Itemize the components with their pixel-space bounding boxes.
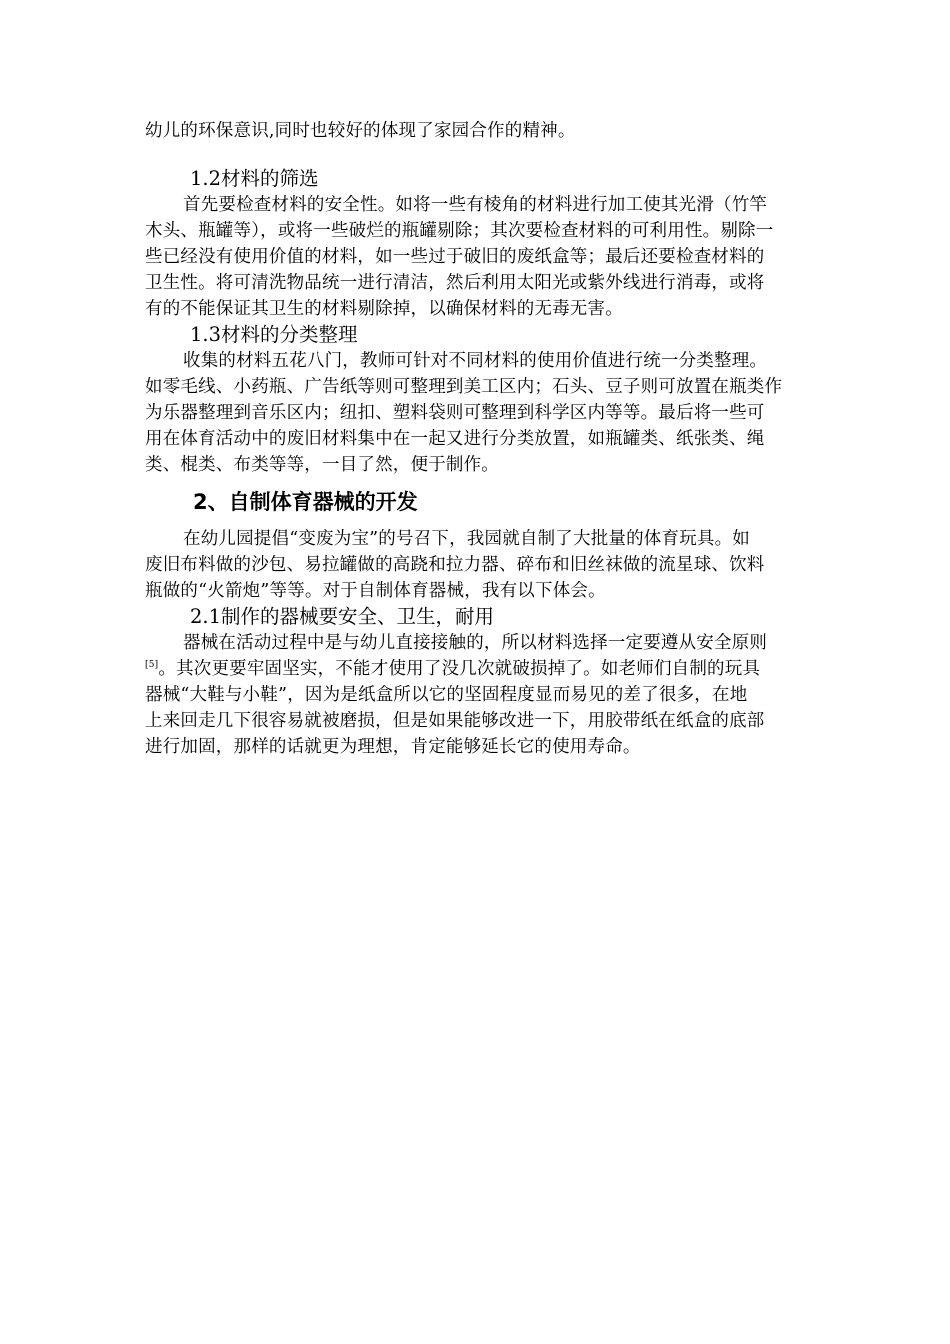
- paragraph-line: 卫生性。将可清洗物品统一进行清洁，然后利用太阳光或紫外线进行消毒，或将: [145, 273, 765, 293]
- paragraph-line: 首先要检查材料的安全性。如将一些有棱角的材料进行加工使其光滑（竹竿: [183, 195, 768, 215]
- paragraph-line: 废旧布料做的沙包、易拉罐做的高跷和拉力器、碎布和旧丝袜做的流星球、饮料: [145, 555, 765, 575]
- section-heading-1-3: 1.3材料的分类整理: [190, 323, 358, 346]
- paragraph-line: 有的不能保证其卫生的材料剔除掉，以确保材料的无毒无害。: [145, 299, 623, 319]
- paragraph-line: 用在体育活动中的废旧材料集中在一起又进行分类放置，如瓶罐类、纸张类、绳: [145, 429, 765, 449]
- paragraph-line: 类、棍类、布类等等，一目了然，便于制作。: [145, 455, 499, 475]
- paragraph-line: 器械“大鞋与小鞋”，因为是纸盒所以它的坚固程度显而易见的差了很多，在地: [145, 685, 748, 705]
- paragraph-line: 为乐器整理到音乐区内；纽扣、塑料袋则可整理到科学区内等等。最后将一些可: [145, 403, 765, 423]
- paragraph-line: 幼儿的环保意识,同时也较好的体现了家园合作的精神。: [145, 121, 576, 141]
- citation-marker: [5]: [145, 660, 159, 671]
- document-page: [145, 118, 810, 760]
- section-heading-2-1: 2.1制作的器械要安全、卫生，耐用: [190, 605, 495, 628]
- paragraph-line-with-citation: [145, 656, 810, 682]
- section-heading-2: 2、自制体育器械的开发: [193, 490, 418, 514]
- paragraph-line: 上来回走几下很容易就被磨损，但是如果能够改进一下，用胶带纸在纸盒的底部: [145, 711, 765, 731]
- paragraph-line: 收集的材料五花八门，教师可针对不同材料的使用价值进行统一分类整理。: [183, 351, 768, 371]
- paragraph-text: 。其次更要牢固坚实，不能才使用了没几次就破损掉了。如老师们自制的玩具: [158, 659, 761, 679]
- paragraph-line: 瓶做的“火箭炮”等等。对于自制体育器械，我有以下体会。: [145, 581, 606, 601]
- paragraph-line: 些已经没有使用价值的材料，如一些过于破旧的废纸盒等；最后还要检查材料的: [145, 247, 765, 267]
- paragraph-line: 如零毛线、小药瓶、广告纸等则可整理到美工区内；石头、豆子则可放置在瓶类作: [145, 377, 783, 397]
- paragraph-line: 器械在活动过程中是与幼儿直接接触的，所以材料选择一定要遵从安全原则: [183, 633, 768, 653]
- paragraph-line: 在幼儿园提倡“变废为宝”的号召下，我园就自制了大批量的体育玩具。如: [183, 529, 750, 549]
- paragraph-line: 木头、瓶罐等），或将一些破烂的瓶罐剔除；其次要检查材料的可利用性。剔除一: [145, 221, 774, 241]
- paragraph-line: 进行加固，那样的话就更为理想，肯定能够延长它的使用寿命。: [145, 737, 641, 757]
- section-heading-1-2: 1.2材料的筛选: [190, 167, 319, 190]
